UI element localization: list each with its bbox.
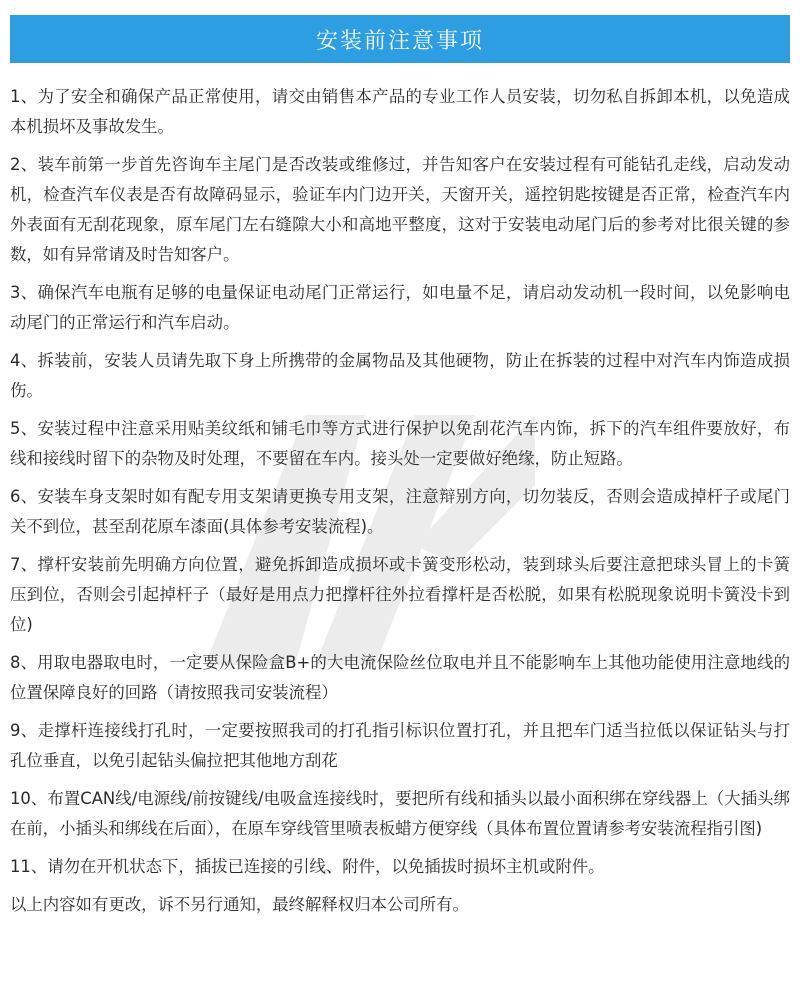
- page-title: 安装前注意事项: [315, 28, 484, 54]
- note-item: 5、安装过程中注意采用贴美纹纸和铺毛巾等方式进行保护以免刮花汽车内饰，拆下的汽车组件要放好，布线和接线时留下的杂物及时处理，不要留在车内。接头处一定要做好绝缘，防止短路。: [10, 419, 790, 468]
- note-item: 2、装车前第一步首先咨询车主尾门是否改装或维修过，并告知客户在安装过程有可能钻孔走线，启动发动机，检查汽车仪表是否有故障码显示，验证车内门边开关，天窗开关，遥控钥匙按键是否正常，检查汽车内外表面有无刮花现象，原车尾门左右缝隙大小和高地平整度，这对于安装电动尾门后的参考对比很关键的参数，如有异常请及时告知客户。: [10, 155, 790, 264]
- note-item: 9、走撑杆连接线打孔时，一定要按照我司的打孔指引标识位置打孔，并且把车门适当拉低以保证钻头与打孔位垂直，以免引起钻头偏拉把其他地方刮花: [10, 721, 790, 770]
- note-item: 6、安装车身支架时如有配专用支架请更换专用支架，注意辩别方向，切勿装反，否则会造成掉杆子或尾门关不到位，甚至刮花原车漆面(具体参考安装流程)。: [10, 487, 790, 536]
- header-banner: [10, 15, 790, 63]
- note-item: 3、确保汽车电瓶有足够的电量保证电动尾门正常运行，如电量不足，请启动发动机一段时间，以免影响电动尾门的正常运行和汽车启动。: [10, 283, 790, 332]
- note-item: 1、为了安全和确保产品正常使用，请交由销售本产品的专业工作人员安装，切勿私自拆卸本机，以免造成本机损坏及事故发生。: [10, 87, 790, 136]
- note-item: 11、请勿在开机状态下，插拔已连接的引线、附件，以免插拔时损坏主机或附件。: [10, 857, 605, 876]
- disclaimer-text: 以上内容如有更改，诉不另行通知，最终解释权归本公司所有。: [10, 895, 469, 914]
- note-item: 10、布置CAN线/电源线/前按键线/电吸盒连接线时，要把所有线和插头以最小面积绑在穿线器上（大插头绑在前，小插头和绑线在后面），在原车穿线管里喷表板蜡方便穿线（具体布置位置请参考安装流程指引图): [10, 789, 790, 838]
- notes-list: [10, 82, 790, 920]
- note-item: 4、拆装前，安装人员请先取下身上所携带的金属物品及其他硬物，防止在拆装的过程中对汽车内饰造成损伤。: [10, 351, 790, 400]
- note-item: 8、用取电器取电时，一定要从保险盒B+的大电流保险丝位取电并且不能影响车上其他功能使用注意地线的位置保障良好的回路（请按照我司安装流程）: [10, 653, 790, 702]
- note-item: 7、撑杆安装前先明确方向位置，避免拆卸造成损坏或卡簧变形松动，装到球头后要注意把球头冒上的卡簧压到位，否则会引起掉杆子（最好是用点力把撑杆往外拉看撑杆是否松脱，如果有松脱现象说明卡簧没卡到位): [10, 555, 790, 634]
